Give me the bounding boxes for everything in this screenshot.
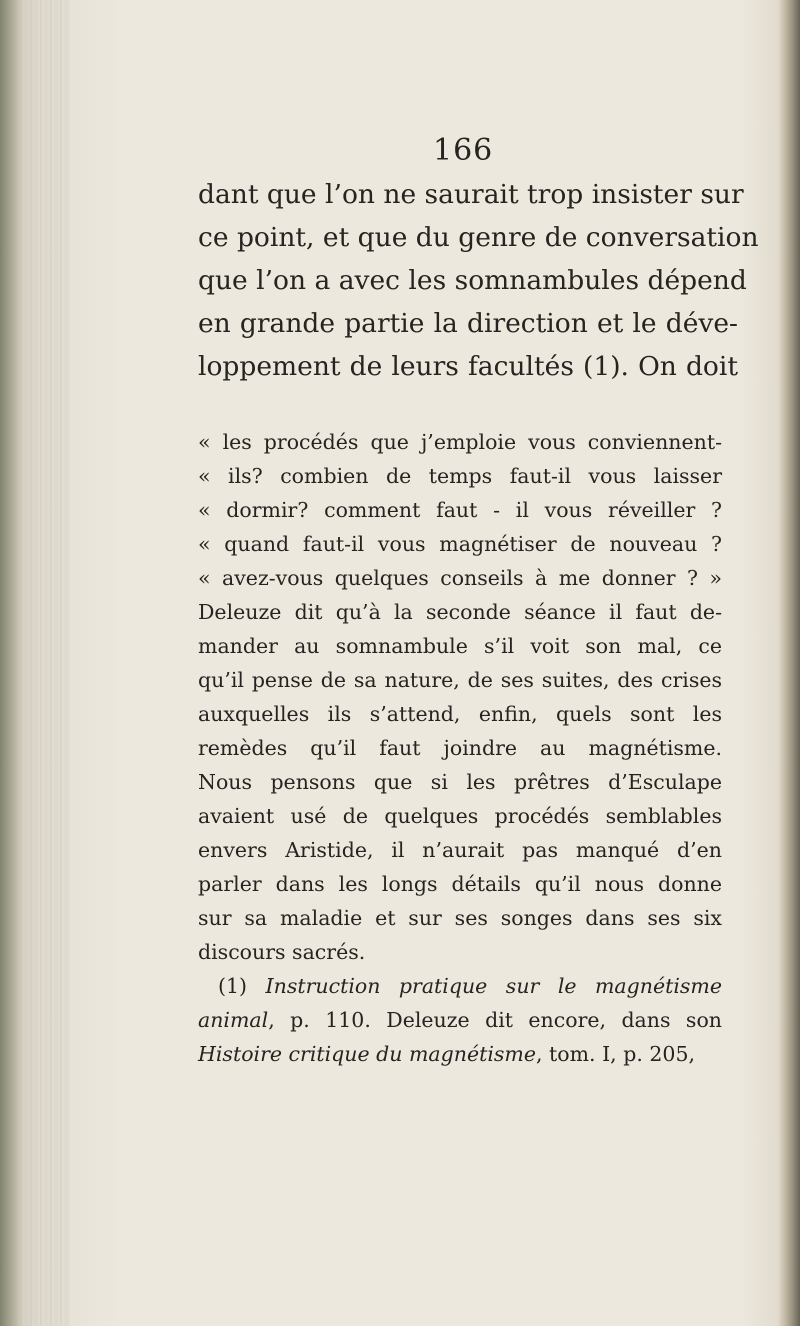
quote-line: avaient usé de quelques procédés semblables bbox=[198, 804, 722, 828]
main-text-line: en grande partie la direction et le déve- bbox=[198, 308, 738, 339]
footnote-line bbox=[198, 1003, 722, 1037]
quote-line: discours sacrés. bbox=[198, 940, 366, 964]
footnote-marker: (1) bbox=[218, 974, 248, 998]
quote-line: remèdes qu’il faut joindre au magnétisme. bbox=[198, 736, 722, 760]
footnote-title-continued: animal bbox=[198, 1008, 269, 1032]
footnote-line bbox=[218, 969, 722, 1003]
quote-line: « avez-vous quelques conseils à me donner ? » bbox=[198, 566, 722, 590]
quote-line: sur sa maladie et sur ses songes dans ses six bbox=[198, 906, 722, 930]
quote-line: auxquelles ils s’attend, enfin, quels sont les bbox=[198, 702, 722, 726]
quote-line: Deleuze dit qu’à la seconde séance il faut de- bbox=[198, 600, 722, 624]
footnote-reference-title: Histoire critique du magnétisme bbox=[198, 1042, 536, 1066]
quote-line: envers Aristide, il n’aurait pas manqué d’en bbox=[198, 838, 722, 862]
quote-line: « quand faut-il vous magnétiser de nouveau ? bbox=[198, 532, 722, 556]
quote-line: parler dans les longs détails qu’il nous donne bbox=[198, 872, 722, 896]
quote-line: Nous pensons que si les prêtres d’Esculape bbox=[198, 770, 722, 794]
page-number: 166 bbox=[433, 133, 494, 168]
quote-line: « dormir? comment faut - il vous réveiller ? bbox=[198, 498, 722, 522]
footnote-line bbox=[198, 1037, 722, 1071]
footnote-text: , tom. I, p. 205, bbox=[536, 1042, 696, 1066]
quote-line: qu’il pense de sa nature, de ses suites, des crises bbox=[198, 668, 722, 692]
main-text-line: dant que l’on ne saurait trop insister sur bbox=[198, 179, 744, 210]
quote-line: mander au somnambule s’il voit son mal, ce bbox=[198, 634, 722, 658]
main-text-line: loppement de leurs facultés (1). On doit bbox=[198, 351, 738, 382]
main-text-line: que l’on a avec les somnambules dépend bbox=[198, 265, 747, 296]
main-text-line: ce point, et que du genre de conversation bbox=[198, 222, 759, 253]
quote-line: « ils? combien de temps faut-il vous laisser bbox=[198, 464, 722, 488]
footnote-text: , p. 110. Deleuze dit encore, dans son bbox=[268, 1008, 722, 1032]
footnote-title: Instruction pratique sur le magnétisme bbox=[265, 974, 722, 998]
quote-line: « les procédés que j’emploie vous conviennent- bbox=[198, 430, 722, 454]
